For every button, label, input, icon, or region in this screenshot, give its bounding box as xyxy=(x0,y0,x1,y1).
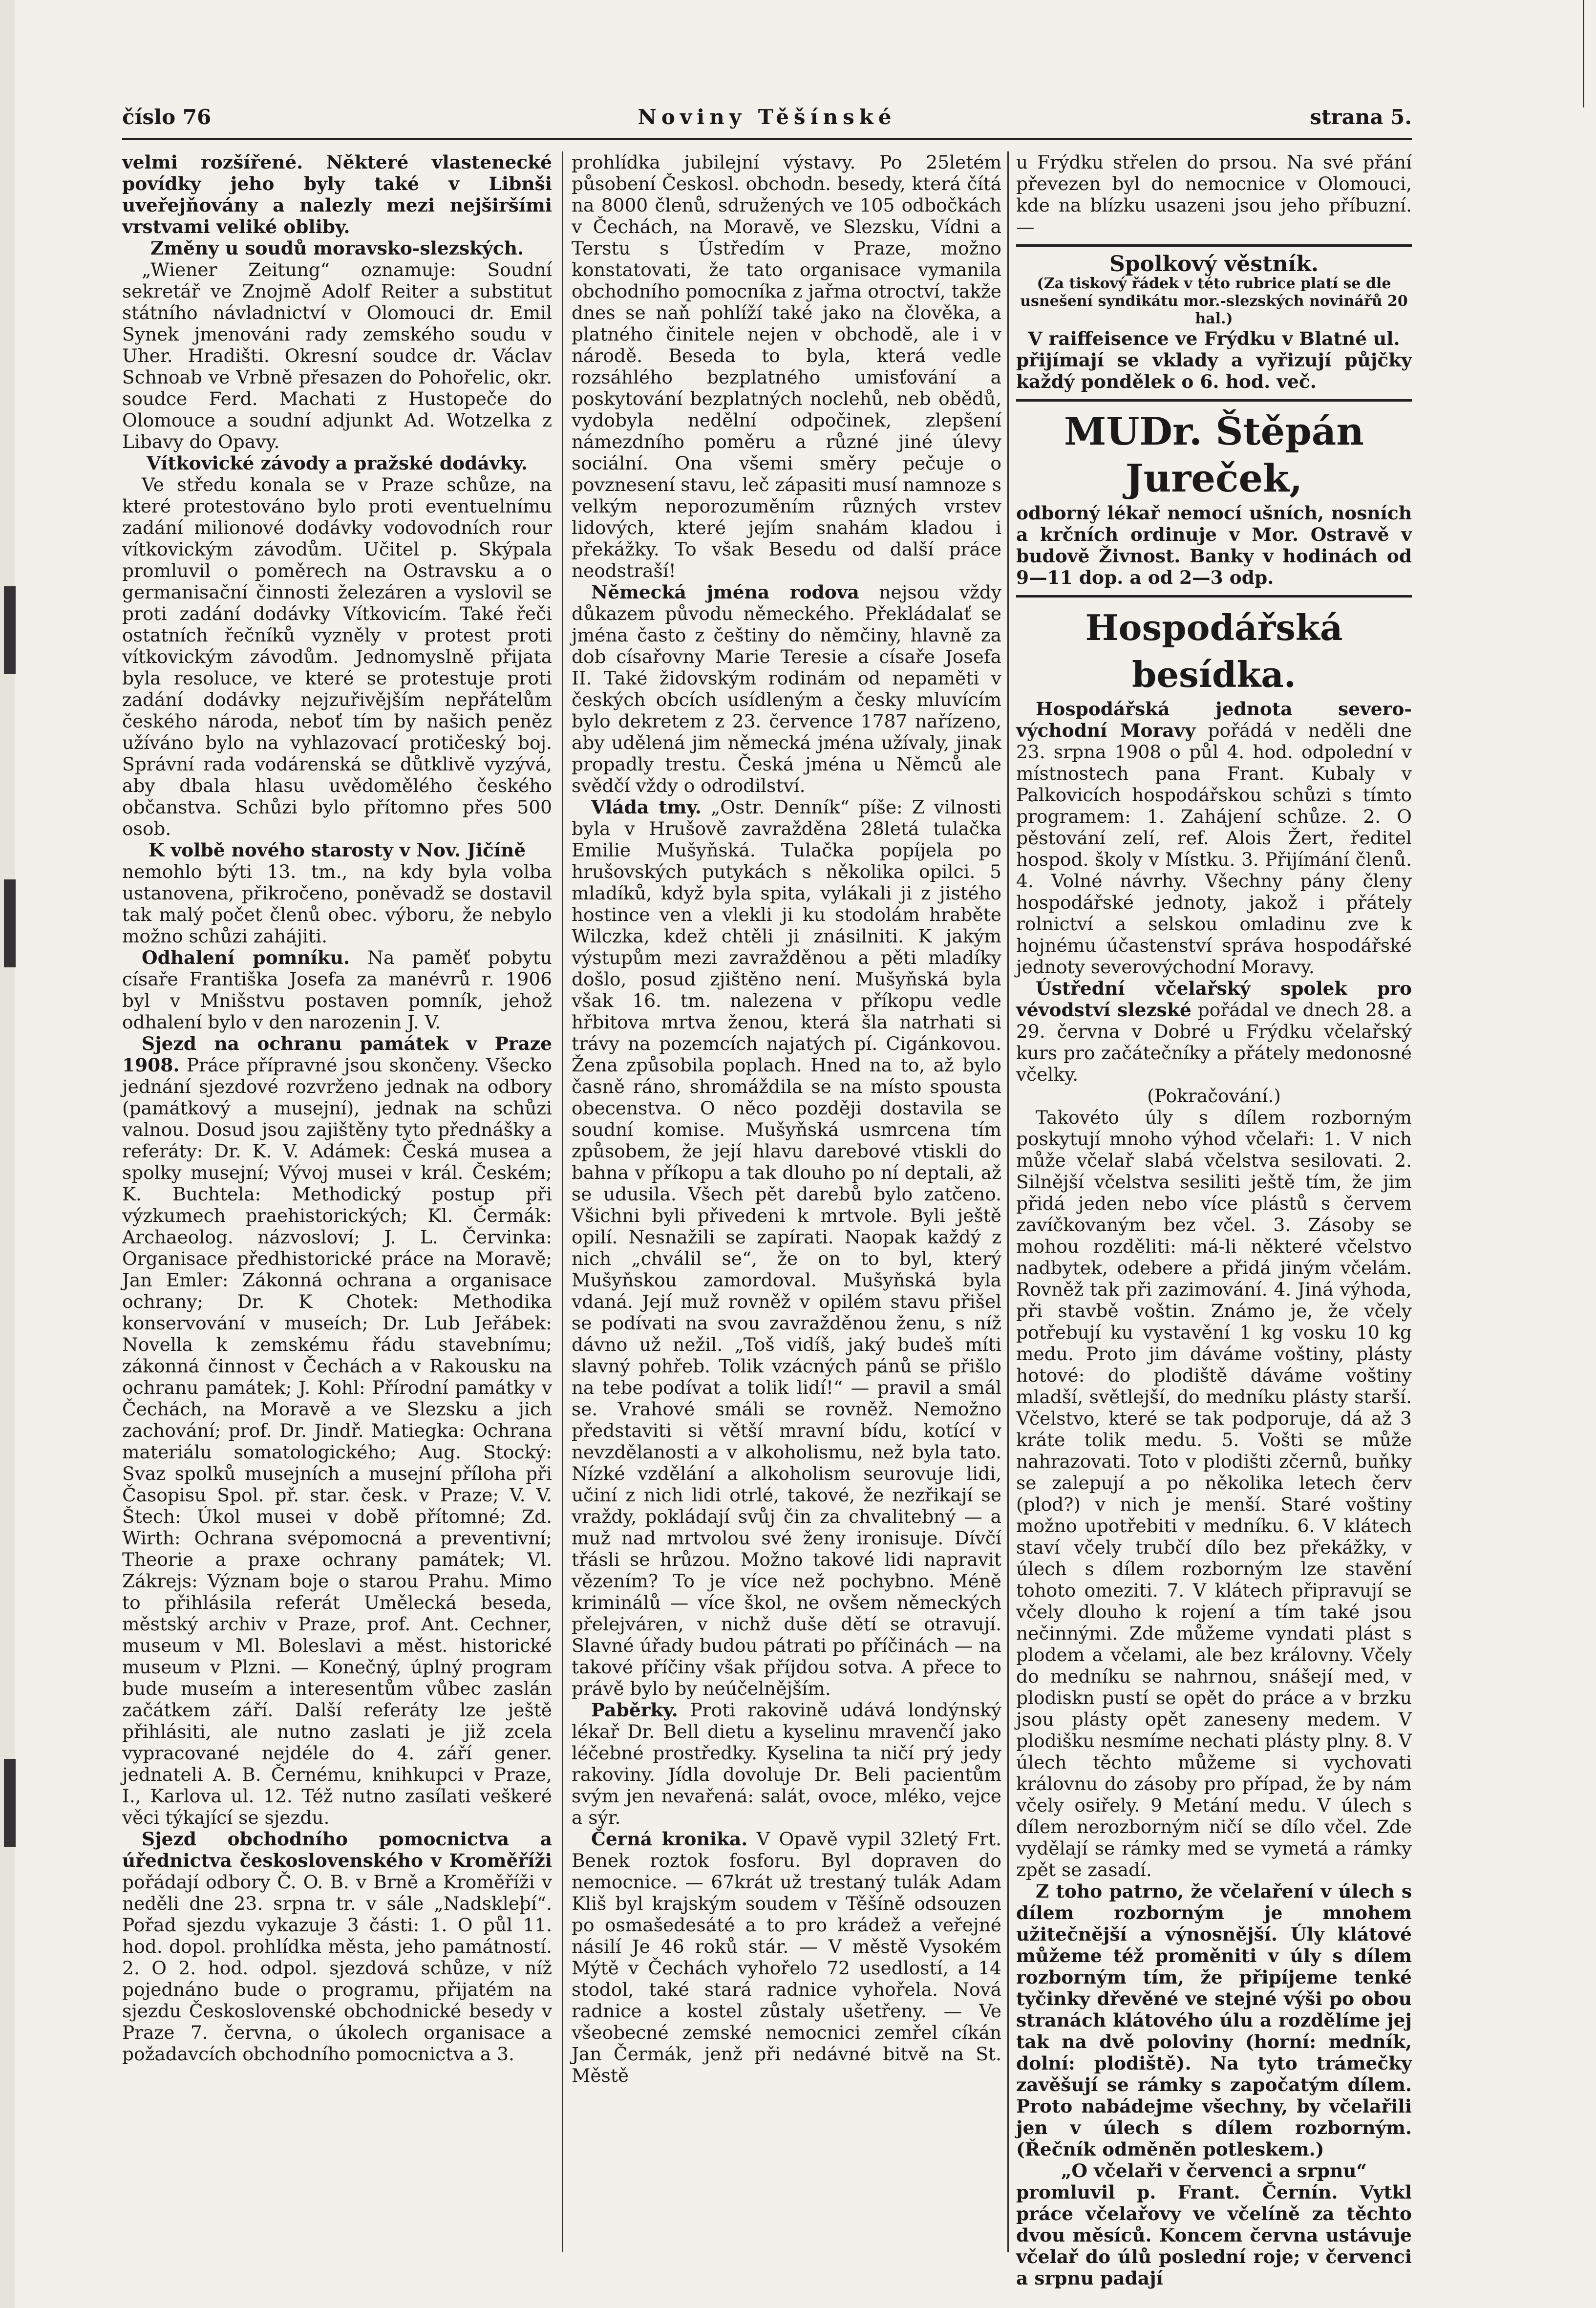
article-text: Černá kronika. V Opavě vypil 32letý Frt. Benek roztok fosforu. Byl dopraven do nemocnice. — 67krát už trestaný tulák Adam Kliš byl krajským soudem v Těšíně odsouzen po osmašedesáté a to pro krádež a veřejné násilí Je 46 roků stár. — V městě Vysokém Mýtě v Čechách vyhořelo 72 usedlostí, a 14 stodol, také stará radnice vyhořela. Nová radnice a kostel zůstaly ušetřeny. — Ve všeobecné zemské nemocnici zemřel cíkán Jan Čermák, jenž při nedávné bitvě na St. Městě xyxy=(572,1828,1002,2086)
article-heading: Vítkovické závody a pražské dodávky. xyxy=(147,452,528,474)
column-1 xyxy=(122,151,552,2252)
article-heading: K volbě nového starosty v Nov. Jičíně xyxy=(148,839,526,861)
article-text: nemohlo býti 13. tm., na kdy byla volba ustanovena, přikročeno, poněvadž se dostavil tak malý počet členů obec. výboru, že nebylo možno schůzi zahájiti. xyxy=(122,861,552,947)
rubric-note: (Za tiskový řádek v této rubrice platí se dle usnešení syndikátu mor.-slezských novinářů 20 hal.) xyxy=(1020,275,1408,327)
article-text: Ústřední včelařský spolek pro vévodství slezské pořádal ve dnech 28. a 29. června v Dobré u Frýdku včelařský kurs pro začátečníky a přátely medonosné včelky. xyxy=(1016,978,1412,1085)
article-text: „Wiener Zeitung“ oznamuje: Soudní sekretář ve Znojmě Adolf Reiter a substitut státního návladnictví v Olomouci dr. Emil Synek jmenováni rady zemského soudu v Uher. Hradišti. Okresní soudce dr. Václav Schnoab ve Vrbně přesazen do Pohořelic, okr. soudce Ferd. Machati z Hustopeče do Olomouce a soudní adjunkt Ad. Wotzelka z Libavy do Opavy. xyxy=(122,259,552,452)
article-text: Sjezd obchodního pomocnictva a úřednictva československého v Kroměříži pořádají odbory Č. O. B. v Brně a Kroměříži v neděli dne 23. srpna tr. v sále „Nadskleþí“. Pořad sjezdu vykazuje 3 části: 1. O půl 11. hod. dopol. prohlídka města, jeho památností. 2. O 2. hod. odpol. sjezdová schůze, v níž pojednáno bude o programu, přijatém na sjezdu Československé obchodnické besedy v Praze 7. června, o úkolech organisace a požadavcích obchodního pomocnictva a 3. xyxy=(122,1828,552,2065)
article-heading: Změny u soudů moravsko-slezských. xyxy=(150,237,524,259)
ad-doctor-name: MUDr. Štěpán Jureček, xyxy=(1064,409,1364,501)
section-title: Spolkový věstník. xyxy=(1109,252,1319,277)
article-text: Sjezd na ochranu památek v Praze 1908. Práce přípravné jsou skončeny. Všecko jednání sjezdové rozvrženo jednak na odbory (památkový a musejní), jednak na schůzi valnou. Dosud jsou zajištěny tyto přednášky a referáty: Dr. K. V. Adámek: Česká musea a spolky musejní; Vývoj musei v král. Českém; K. Buchtela: Methodický postup při výzkumech praehistorických; Kl. Čermák: Archaeolog. názvosloví; J. L. Červinka: Organisace předhistorické práce na Moravě; Jan Emler: Zákonná ochrana a organisace ochrany; Dr. K Chotek: Methodika konservování v museích; Dr. Lub Jeřábek: Novella k zemskému řádu stavebnímu; zákonná činnost v Čechách a v Rakousku na ochranu památek; J. Kohl: Přírodní památky v Čechách, na Moravě a ve Slezsku a jich zachování; prof. Dr. Jindř. Matiegka: Ochrana materiálu somatologického; Aug. Stocký: Svaz spolků musejních a musejní příloha při Časopisu Spol. př. star. česk. v Praze; V. V. Štech: Úkol musei v době přítomné; Zd. Wirth: Ochrana svépomocná a preventivní; Theorie a praxe ochrany památek; Vl. Zákrejs: Význam boje o starou Prahu. Mimo to přihlásila referát Umělecká beseda, městský archiv v Praze, prof. Ant. Cechner, museum v Ml. Boleslavi a měst. historické museum v Plzni. — Konečný, úplný program bude museím a interesentům vůbec zaslán začátkem září. Další referáty lze ještě přihlásiti, ale nutno zaslati je již zcela vypracované nejdéle do 4. září gener. jednateli A. B. Černému, knihkupci v Praze, I., Karlova ul. 12. Též nutno zasílati veškeré věci týkající se sjezdu. xyxy=(122,1033,552,1828)
article-text: velmi rozšířené. Některé vlastenecké povídky jeho byly také v Libnši uveřejňovány a nalezly mezi nejširšími vrstvami veliké obliby. xyxy=(122,151,552,237)
article-heading: Paběrky. xyxy=(591,1699,678,1721)
continued-note: (Pokračování.) xyxy=(1147,1085,1281,1107)
article-text: Hospodářská jednota severo-východní Moravy pořádá v neděli dne 23. srpna 1908 o půl 4. hod. odpolední v místnostech pana Frant. Kubaly v Palkovicích hospodářskou schůzi s tímto programem: 1. Zahájení schůze. 2. O pěstování zelí, ref. Alois Žert, ředitel hospod. školy v Místku. 3. Přijímání členů. 4. Volné návrhy. Všechny pány členy hospodářské jednoty, jakož i přátely rolnictví a selskou omladinu zve k hojnému účastenství správa hospodářské jednoty severovýchodní Moravy. xyxy=(1016,698,1412,978)
article-heading: Sjezd obchodního pomocnictva a úřednictva československého v Kroměříži xyxy=(122,1828,552,1871)
section-title: Hospodářská besídka. xyxy=(1085,607,1343,695)
article-heading: Hospodářská jednota severo-východní Moravy xyxy=(1016,698,1412,741)
article-text: u Frýdku střelen do prsou. Na své přání převezen byl do nemocnice v Olomouci, kde na blízku usazeni jsou jeho příbuzní. — xyxy=(1016,151,1412,237)
article-heading: Sjezd na ochranu památek v Praze 1908. xyxy=(122,1033,552,1076)
page-header xyxy=(122,105,1412,134)
article-text: Odhalení pomníku. Na paměť pobytu císaře Františka Josefa za manévrů r. 1906 byl v Mnišstvu postaven pomník, jehož odhalení bylo v den narozenin J. V. xyxy=(122,947,553,1033)
article-text: Vláda tmy. „Ostr. Denník“ píše: Z vilnosti byla v Hrušově zavražděna 28letá tulačka Emilie Mušyňská. Tulačka popíjela po hrušovských putykách s několika opilci. 5 mladíků, když byla spita, vylákali ji z jistého hostince ven a vlekli ji ku stodolám hraběte Wilczka, kdež chtěli ji znásilniti. K jakým výstupům mezi zavražděnou a pěti mladíky došlo, posud zjištěno není. Mušyňská byla však 16. tm. nalezena v příkopu vedle hřbitova mrtva ženou, která šla natrhati si trávy na pozemcích najatých pí. Cigánkovou. Žena způsobila poplach. Hned na to, až bylo časně ráno, shromáždila se na místo spousta obecenstva. O něco později dostavila se soudní komise. Mušyňská usmrcena tím způsobem, že její hlavu darebové vtiskli do bahna v příkopu a tak dlouho po ní deptali, až se udusila. Všech pět darebů bylo zatčeno. Všichni byli přivedeni k mrtvole. Byli ještě opilí. Nesnažili se zapírati. Naopak každý z nich „chválil se“, že on to byl, který Mušyňskou zamordoval. Mušyňská byla vdaná. Její muž rovněž v opilém stavu přišel se podívati na svou zavražděnou ženu, s níž dávno už nežil. „Toš vidíš, jaký budeš míti slavný pohřeb. Tolik vzácných pánů se přišlo na tebe podívat a tolik lidí!“ — pravil a smál se. Vrahové smáli se rovněž. Nemožno představiti si větší mravní bídu, kotící v nevzdělanosti a v alkoholismu, než byla tato. Nízké vzdělání a alkoholism seurovuje lidi, učiní z nich lidi otrlé, takové, že nezřikají se vraždy, pokládají svůj čin za chvalitebný — a muž nad mrtvolou své ženy ironisuje. Dívčí třásli se hrůzou. Možno takové lidi napravit vězením? To je více než pochybno. Méně kriminálů — více škol, ne ovšem německých přelejváren, v nichž duše dětí se otravují. Slavné úřady budou pátrati po příčinách — na takové příčiny však příjdou sotva. A přece to právě bylo by neúčelnějším. xyxy=(572,796,1001,1699)
newspaper-title: Noviny Těšínské xyxy=(638,105,896,129)
column-divider xyxy=(1007,151,1009,2252)
column-divider xyxy=(562,151,563,2252)
article-heading: Černá kronika. xyxy=(591,1828,748,1850)
article-heading: Vláda tmy. xyxy=(591,796,702,818)
advertisement xyxy=(1016,408,1412,588)
issue-number: číslo 76 xyxy=(122,105,212,129)
article-heading: Odhalení pomníku. xyxy=(142,947,350,968)
header-rule xyxy=(122,138,1412,140)
section-rule xyxy=(1016,399,1412,402)
ad-text: odborný lékař nemocí ušních, nosních a krčních ordinuje v Mor. Ostravě v budově Živnost. Banky v hodinách od 9—11 dop. a od 2—3 odp. xyxy=(1016,502,1412,588)
page-number: strana 5. xyxy=(1310,105,1412,129)
margin-mark xyxy=(4,879,16,967)
article-text: Paběrky. Proti rakovině udává londýnský lékař Dr. Bell dietu a kyselinu mravenčí jako léčebné prostředky. Kyselina ta ničí prý jedy rakoviny. Jídla dovoluje Dr. Beli pacientům svým jen nevařená: salát, ovoce, mléko, vejce a sýr. xyxy=(572,1699,1001,1828)
article-text: promluvil p. Frant. Černín. Vytkl práce včelařovy ve včelíně za těchto dvou měsíců. Koncem června ustávuje včelař do úlů poslední roje; v červenci a srpnu padají xyxy=(1016,2181,1412,2289)
margin-mark xyxy=(4,1759,16,1847)
article-text: Ve středu konala se v Praze schůze, na které protestováno bylo proti eventuelnímu zadání milionové dodávky vodovodních rour vítkovickým závodům. Učitel p. Skýpala promluvil o poměrech na Ostravsku a o germanisační činnosti železáren a vyslovil se proti zadání dodávky Vítkovicím. Také řeči ostatních řečníků vyzněly v protest proti vítkovickým závodům. Jednomyslně přijata byla resoluce, ve které se protestuje proti zadání dodávky nejzuřivějším nepřátelům českého národa, neboť tím by našich peněz užíváno bylo na vyhlazovací protičeský boj. Správní rada vodárenská se důtklivě vyzývá, aby dbala hlasu uvědomělého českého občanstva. Schůzi bylo přítomno přes 500 osob. xyxy=(122,474,552,839)
edge-rule xyxy=(1583,0,1584,107)
article-heading: Německá jména rodova xyxy=(591,581,859,603)
article-heading: „O včelaři v červenci a srpnu“ xyxy=(1061,2160,1367,2181)
article-text: prohlídka jubilejní výstavy. Po 25letém působení Českosl. obchodn. besedy, která čítá na 8000 členů, sdružených ve 105 odbočkách v Čechách, na Moravě, ve Slezsku, Vídni a Terstu s Ústředím v Praze, možno konstatovati, že tato organisace vymanila obchodního pomocníka z jařma otroctví, takže dnes se naň pohlíží také jako na člověka, a platného činitele nejen v obchodě, ale i v národě. Beseda to byla, která vedle rozsáhlého bezplatného umisťování a poskytování bezplatných noclehů, neb obědů, vydobyla nedělní odpočinek, zlepšení námezdního poměru a různé jiné úlevy sociální. Ona všemi směry pečuje o povznesení stavu, leč zápasiti musí namnoze s velkým neporozuměním různých vrstev lidových, které jejím snahám kladou i překážky. To však Besedu od další práce neodstraší! xyxy=(572,151,1001,581)
article-text: Z toho patrno, že včelaření v úlech s dílem rozborným je mnohem užitečnější a výnosnější. Úly klátové můžeme též proměniti v úly s dílem rozborným tím, že připíjeme tenké tyčinky dřevěné ve stejné výši po obou stranách klátového úlu a rozdělíme jej tak na dvě poloviny (horní: medník, dolní: plodiště). Na tyto trámečky zavěšují se rámky s započatým dílem. Proto nabádejme všechny, by včelařili jen v úlech s dílem rozborným. (Řečník odměněn potleskem.) xyxy=(1016,1881,1412,2160)
section-rule xyxy=(1016,595,1412,598)
column-3 xyxy=(1016,151,1412,2289)
section-rule xyxy=(1016,244,1412,247)
binding-edge xyxy=(0,0,15,2308)
article-text: Německá jména rodova nejsou vždy důkazem původu německého. Překládalať se jména často z češtiny do němčiny, hlavně za dob císařovny Marie Teresie a císaře Josefa II. Také židovským rodinám od nepaměti v českých obcích usídleným a česky mluvícím bylo dekretem z 23. července 1787 nařízeno, aby udělená jim německá jména užívaly, jinak propadly trestu. Česká jména u Němců ale svědčí vždy o odrodilství. xyxy=(572,581,1002,796)
margin-mark xyxy=(4,586,16,674)
column-2 xyxy=(572,151,1001,2252)
article-heading: Ústřední včelařský spolek pro vévodství slezské xyxy=(1016,978,1412,1021)
article-heading: V raiffeisence ve Frýdku v Blatné ul. xyxy=(1028,328,1400,349)
article-text: přijímají se vklady a vyřizují půjčky každý pondělek o 6. hod. več. xyxy=(1016,349,1412,392)
article-text: Takovéto úly s dílem rozborným poskytují mnoho výhod včelaři: 1. V nich může včelař slabá včelstva sesilovati. 2. Silnější včelstva sesiliti ještě tím, že jim přidá jeden nebo více plástů s červem zavíčkovaným bez včel. 3. Zásoby se mohou rozděliti: má-li některé včelstvo nadbytek, odebere a přidá jiným včelám. Rovněž tak při zazimování. 4. Jiná výhoda, při stavbě voštin. Známo je, že včely potřebují ku vystavění 1 kg vosku 10 kg medu. Proto jim dáváme voštiny, plásty hotové: do plodiště dáváme voštiny mladší, světlejší, do medníku plásty starší. Včelstvo, které se tak podporuje, dá až 3 kráte tolik medu. 5. Vošti se může nahrazovati. Toto v plodišti zčernů, buňky se zalepují a po několika letech červ (plod?) v nich je menší. Staré voštiny možno upotřebiti v medníku. 6. V klátech staví včely trubčí dílo bez překážky, v úlech s dílem rozborným lze stavění tohoto omeziti. 7. V klátech připravují se včely dlouho k rojení a tím také jsou nečinnými. Zde můžeme vyndati plást s plodem a včelami, ale bez královny. Včely do medníku se nahrnou, snášejí med, v plodiskn pustí se opět do práce a v brzku jsou plásty opět zaneseny medem. V plodišku nesmíme nechati plásty plny. 8. V úlech těchto můžeme si vychovati královnu do zásoby pro případ, že by nám včely osiřely. 9 Metání medu. V úlech s dílem nerozborným ničí se dílo včel. Zde vydělají se rámky med se vymetá a rámky zpět se zasadí. xyxy=(1016,1107,1412,1881)
